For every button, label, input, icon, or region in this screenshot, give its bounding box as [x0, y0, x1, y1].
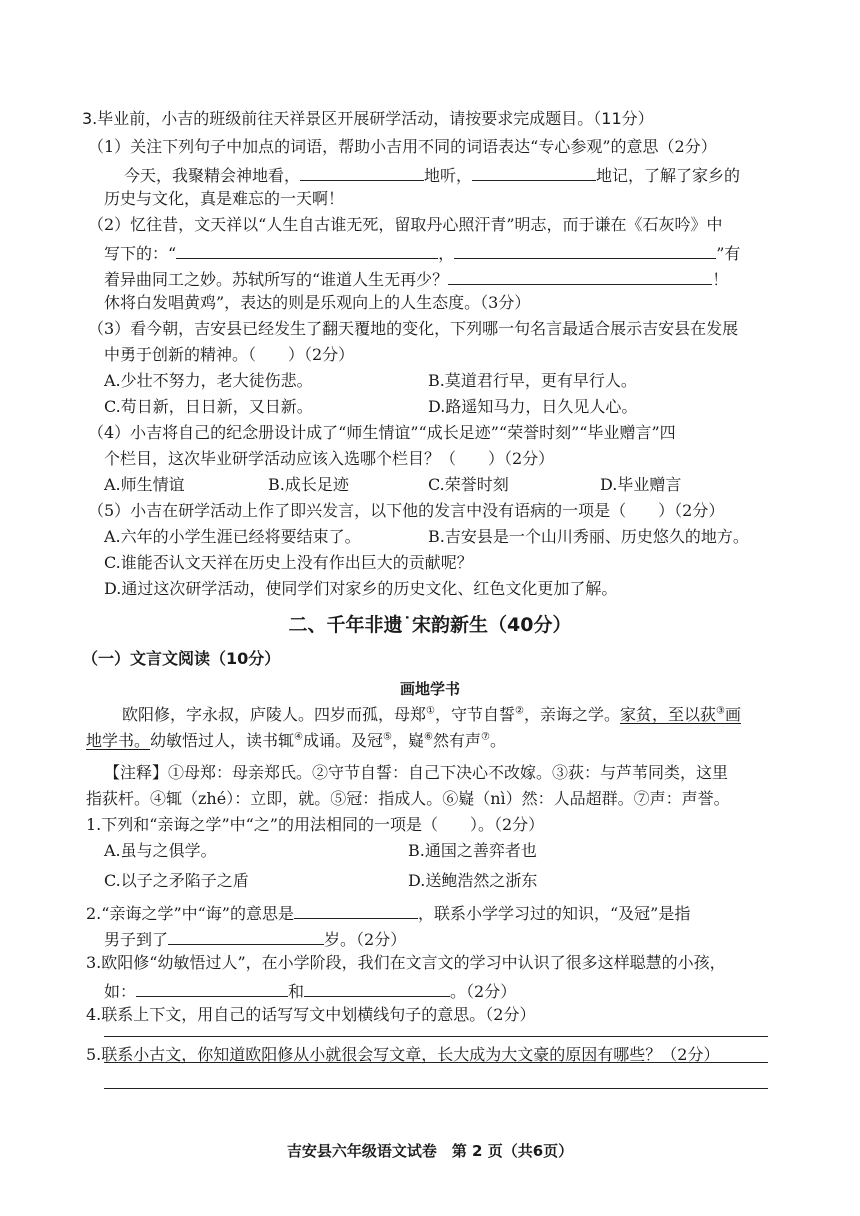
cq3-text-c: 和 [288, 982, 305, 1001]
q3-4-option-c[interactable]: C.荣誉时刻 [428, 475, 509, 494]
cq3-blank-1[interactable] [136, 978, 288, 997]
q3-1-sentence [124, 162, 740, 187]
q3-5-prompt[interactable]: （5）小吉在研学活动上作了即兴发言，以下他的发言中没有语病的一项是（ ）（2分） [88, 501, 725, 520]
cq3-line-2 [104, 978, 516, 1003]
q3-3-option-c[interactable]: C.苟日新，日日新，又日新。 [104, 397, 313, 416]
passage-text-1d: 家贫，至以荻 [619, 705, 716, 724]
q3-2-line4: 休将白发唱黄鸡”，表达的则是乐观向上的人生态度。（3分） [104, 293, 531, 312]
note-mark-1: ① [426, 705, 435, 717]
passage-text-1c: ，亲诲之学。 [523, 705, 620, 724]
q3-1-blank-1[interactable] [300, 162, 424, 181]
underlined-sentence-part-2: 地学书。 [86, 731, 151, 750]
q3-2-text-a: 写下的：“ [104, 244, 177, 263]
cq2-blank-1[interactable] [294, 900, 418, 919]
q3-2-line2 [104, 240, 740, 265]
cq3-text-d: 。（2分） [450, 982, 517, 1001]
cq2-text-c: 男子到了 [104, 930, 169, 949]
cq1-option-c[interactable]: C.以子之矛陷子之盾 [104, 871, 249, 890]
page-footer: 吉安县六年级语文试卷 第 2 页（共6页） [286, 1142, 574, 1160]
q3-4-option-a[interactable]: A.师生情谊 [104, 475, 185, 494]
note-mark-7: ⑦ [480, 731, 490, 743]
q3-2-blank-2[interactable] [454, 240, 716, 259]
section-2-1-title: （一）文言文阅读（10分） [82, 649, 281, 668]
note-mark-2: ② [515, 705, 524, 717]
q3-2-text-d: 着异曲同工之妙。苏轼所写的“谁道人生无再少？ [104, 270, 449, 289]
q3-3-prompt: （3）看今朝，吉安县已经发生了翻天覆地的变化，下列哪一句名言最适合展示吉安县在发展 [88, 319, 739, 338]
q3-1-text-c: 地记，了解了家乡的 [596, 166, 741, 185]
q3-4-option-d[interactable]: D.毕业赠言 [600, 475, 682, 494]
cq1-option-b[interactable]: B.通国之善弈者也 [408, 841, 537, 860]
passage-text-2b: 幼敏悟过人，读书辄 [150, 731, 295, 750]
q3-5-option-c[interactable]: C.谁能否认文天祥在历史上没有作出巨大的贡献呢？ [104, 553, 473, 572]
q3-1-text-b: 地听， [424, 166, 473, 185]
q3-2-text-e: ！ [712, 270, 729, 289]
q3-1-sentence-end: 历史与文化，真是难忘的一天啊！ [104, 189, 345, 208]
passage-text-2d: ，嶷 [391, 731, 424, 750]
q3-4-prompt: （4）小吉将自己的纪念册设计成了“师生情谊”“成长足迹”“荣誉时刻”“毕业赠言”四 [88, 423, 676, 442]
passage-line-1 [122, 704, 741, 726]
cq3-blank-2[interactable] [304, 978, 450, 997]
passage-text-2c: 成诵。及冠 [303, 731, 384, 750]
cq3-text-b: 如： [104, 982, 137, 1001]
q3-2-text-b: ， [438, 244, 455, 263]
passage-title: 画地学书 [399, 680, 460, 698]
q3-2-blank-1[interactable] [176, 240, 438, 259]
q3-2-line3 [104, 266, 728, 291]
note-mark-3: ③ [716, 705, 725, 717]
cq2-line-2 [104, 926, 406, 951]
q3-4-option-b[interactable]: B.成长足迹 [268, 475, 349, 494]
passage-text-1b: ，守节自誓 [434, 705, 515, 724]
q3-2-prompt: （2）忆往昔，文天祥以“人生自古谁无死，留取丹心照汗青”明志，而于谦在《石灰吟》中 [88, 215, 723, 234]
q3-5-option-a[interactable]: A.六年的小学生涯已经将要结束了。 [104, 527, 361, 546]
q3-3-prompt-2[interactable]: 中勇于创新的精神。（ ）（2分） [104, 345, 355, 364]
cq2-line-1 [86, 900, 690, 925]
notes-line-1: 【注释】①母郑：母亲郑氏。②守节自誓：自己下决心不改嫁。③荻：与芦苇同类，这里 [104, 763, 729, 782]
cq4-prompt: 4.联系上下文，用自己的话写写文中划横线句子的意思。（2分） [86, 1005, 536, 1024]
q3-1-blank-2[interactable] [472, 162, 596, 181]
q3-4-prompt-2[interactable]: 个栏目，这次毕业研学活动应该入选哪个栏目？（ ）（2分） [104, 449, 555, 468]
cq1-prompt[interactable]: 1.下列和“亲诲之学”中“之”的用法相同的一项是（ ）。（2分） [86, 815, 545, 834]
passage-text-1a: 欧阳修，字永叔，庐陵人。四岁而孤，母郑 [122, 705, 427, 724]
q3-5-option-d[interactable]: D.通过这次研学活动，使同学们对家乡的历史文化、红色文化更加了解。 [104, 579, 618, 598]
cq3-line-1: 3.欧阳修“幼敏悟过人”，在小学阶段，我们在文言文的学习中认识了很多这样聪慧的小孩， [86, 953, 726, 972]
q3-2-blank-3[interactable] [448, 266, 712, 285]
note-mark-4: ④ [294, 731, 303, 743]
cq2-text-d: 岁。（2分） [324, 930, 407, 949]
cq2-text-b: ，联系小学学习过的知识，“及冠”是指 [418, 904, 691, 923]
cq2-blank-2[interactable] [168, 926, 324, 945]
cq5-prompt: 5.联系小古文，你知道欧阳修从小就很会写文章，长大成为大文豪的原因有哪些？（2分） [86, 1045, 720, 1064]
q3-3-option-a[interactable]: A.少壮不努力，老大徒伤悲。 [104, 371, 313, 390]
q3-3-option-d[interactable]: D.路遥知马力，日久见人心。 [428, 397, 638, 416]
q3-5-option-b[interactable]: B.吉安县是一个山川秀丽、历史悠久的地方。 [428, 527, 749, 546]
note-mark-5: ⑤ [383, 731, 392, 743]
passage-text-2f: 。 [489, 731, 506, 750]
passage-text-1e: 画 [724, 705, 741, 724]
underlined-sentence-part-1 [620, 705, 741, 724]
cq1-option-d[interactable]: D.送鲍浩然之浙东 [408, 871, 538, 890]
notes-line-2: 指荻杆。④辄（zhé）：立即，就。⑤冠：指成人。⑥嶷（nì）然：人品超群。⑦声：声誉。 [86, 789, 730, 808]
q3-2-text-c: ”有 [716, 244, 741, 263]
passage-text-2e: 然有声 [432, 731, 481, 750]
passage-line-2 [86, 730, 506, 752]
cq5-answer-line-1[interactable] [104, 1062, 768, 1063]
q3-1-prompt: （1）关注下列句子中加点的词语，帮助小吉用不同的词语表达“专心参观”的意思（2分） [88, 137, 717, 156]
section-2-title: 二、千年非遗˙宋韵新生（40分） [288, 614, 572, 636]
note-mark-6: ⑥ [424, 731, 433, 743]
cq1-option-a[interactable]: A.虽与之俱学。 [104, 841, 217, 860]
q3-3-option-b[interactable]: B.莫道君行早，更有早行人。 [428, 371, 637, 390]
cq5-answer-line-2[interactable] [104, 1088, 768, 1089]
cq2-text-a: 2.“亲诲之学”中“诲”的意思是 [86, 904, 294, 923]
q3-1-text-a: 今天，我聚精会神地看， [124, 166, 301, 185]
cq4-answer-line[interactable] [104, 1036, 768, 1037]
q3-title: 3.毕业前，小吉的班级前往天祥景区开展研学活动，请按要求完成题目。（11分） [82, 109, 654, 128]
